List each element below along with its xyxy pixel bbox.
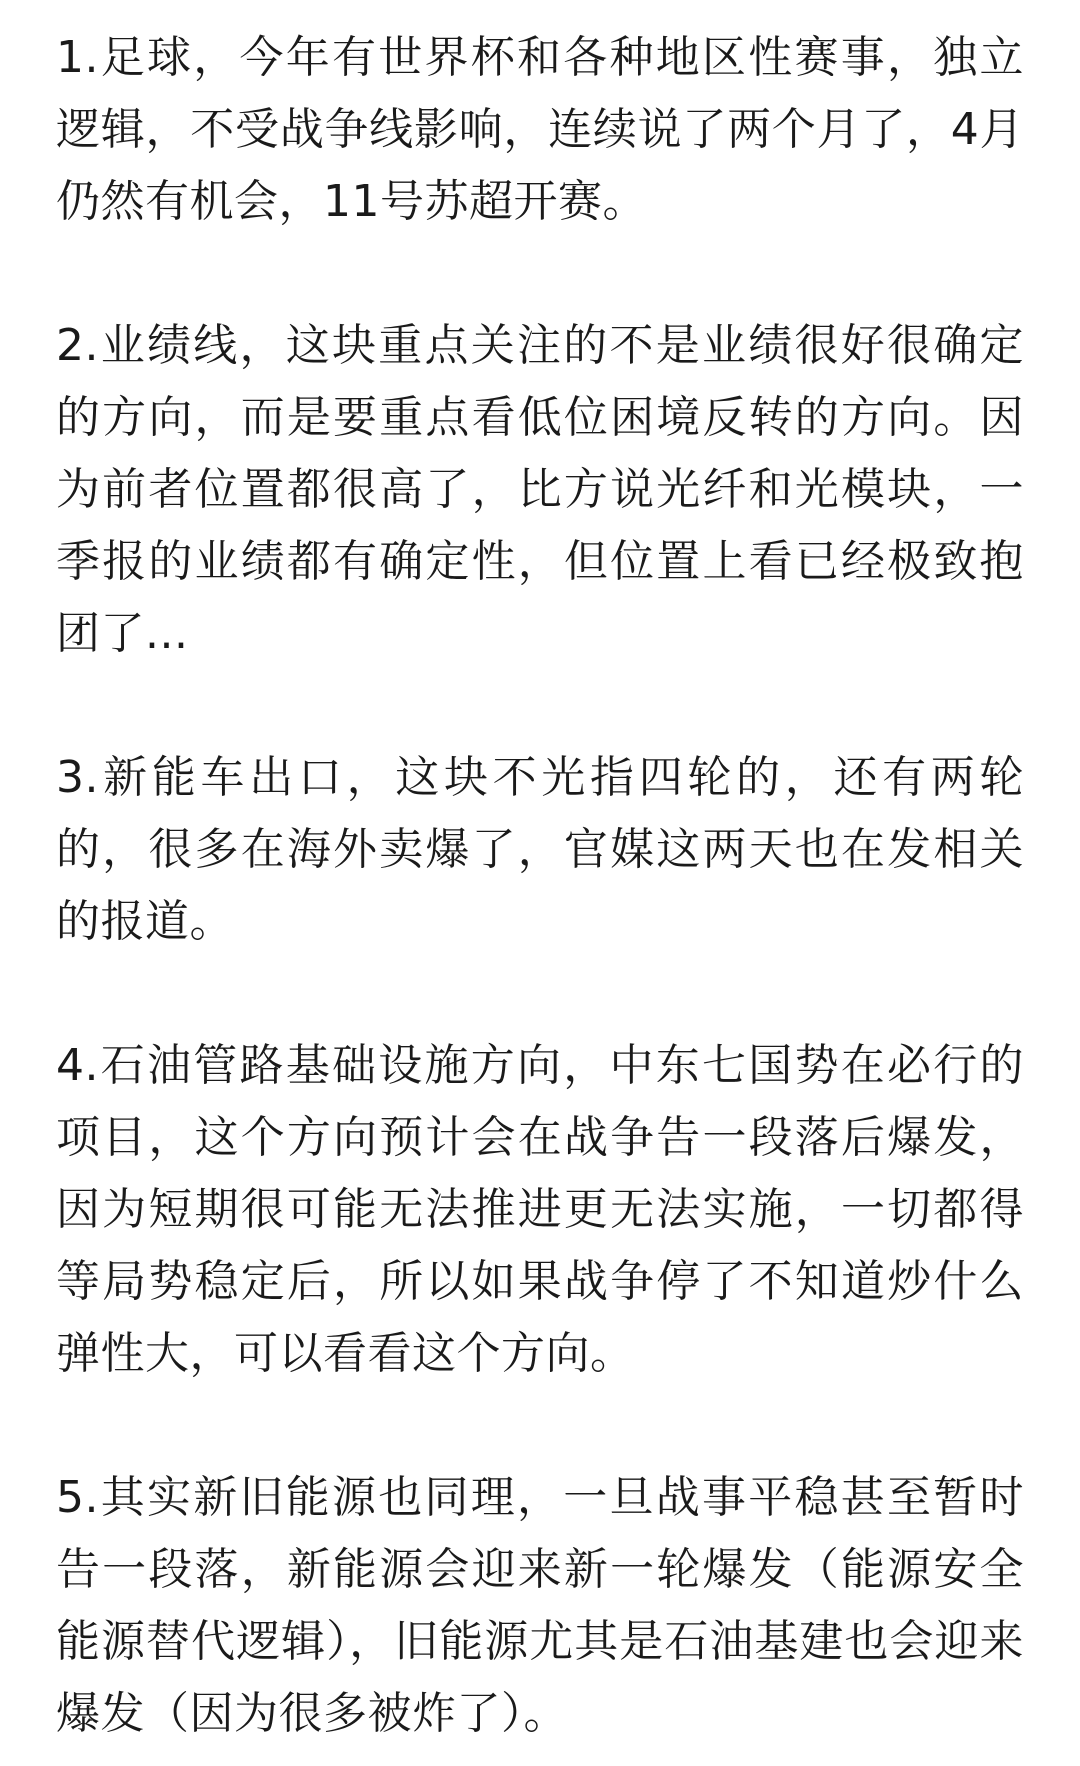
paragraph-5-energy: 5.其实新旧能源也同理，一旦战事平稳甚至暂时告一段落，新能源会迎来新一轮爆发（能源安全能源替代逻辑），旧能源尤其是石油基建也会迎来爆发（因为很多被炸了）。 — [56, 1472, 1024, 1739]
paragraph-4-oil-pipeline: 4.石油管路基础设施方向，中东七国势在必行的项目，这个方向预计会在战争告一段落后爆发，因为短期很可能无法推进更无法实施，一切都得等局势稳定后，所以如果战争停了不知道炒什么弹性大，可以看看这个方向。 — [56, 1040, 1024, 1379]
article-body — [56, 22, 1024, 1750]
paragraph-3-nev-export: 3.新能车出口，这块不光指四轮的，还有两轮的，很多在海外卖爆了，官媒这两天也在发相关的报道。 — [56, 752, 1024, 947]
paragraph-2-earnings: 2.业绩线，这块重点关注的不是业绩很好很确定的方向，而是要重点看低位困境反转的方向。因为前者位置都很高了，比方说光纤和光模块，一季报的业绩都有确定性，但位置上看已经极致抱团了... — [56, 320, 1024, 659]
paragraph-1-football: 1.足球，今年有世界杯和各种地区性赛事，独立逻辑，不受战争线影响，连续说了两个月了，4月仍然有机会，11号苏超开赛。 — [56, 32, 1024, 227]
